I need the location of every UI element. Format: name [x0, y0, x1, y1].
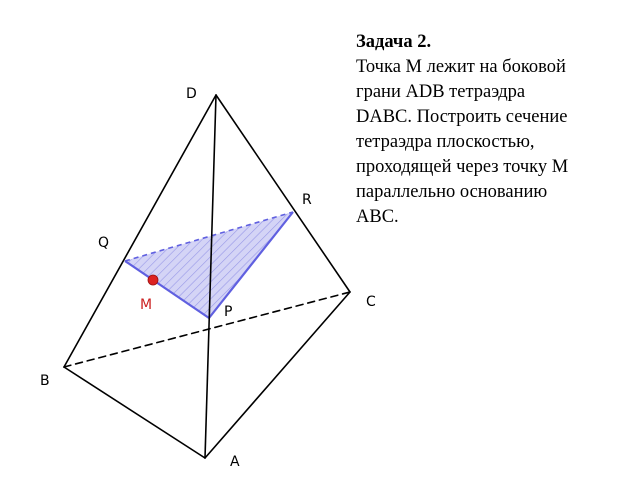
point-m: [148, 275, 158, 285]
edge-db: [64, 95, 216, 367]
label-q: Q: [98, 235, 110, 251]
edge-ba: [64, 367, 205, 458]
problem-text: Точка М лежит на боковой грани ADB тетраэдра DABC. Построить сечение тетраэдра плоскостью, проходящей через точку М параллельно основанию ABC.: [356, 57, 569, 227]
problem-title: Задача 2.: [356, 32, 432, 52]
label-c: C: [366, 294, 376, 310]
label-a: A: [230, 454, 240, 470]
label-r: R: [302, 192, 312, 208]
label-m: M: [140, 297, 153, 313]
problem-statement: [356, 30, 626, 230]
label-d: D: [186, 86, 197, 102]
label-p: P: [224, 304, 233, 320]
label-b: B: [40, 373, 50, 389]
